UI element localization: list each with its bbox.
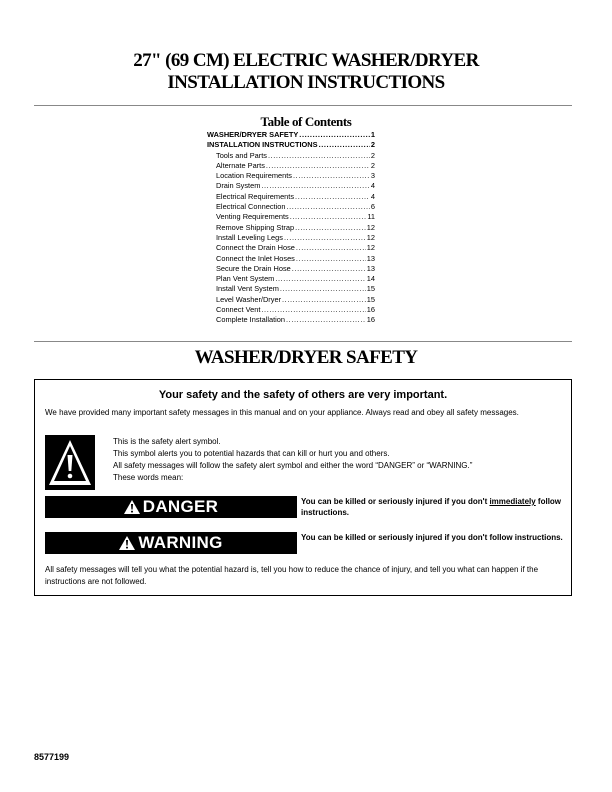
toc-leader-dots [290,212,367,222]
toc-entry-label: Venting Requirements [216,212,289,222]
toc-entry-label: INSTALLATION INSTRUCTIONS [207,140,318,150]
danger-signal-label [45,496,297,518]
toc-leader-dots [286,315,366,325]
toc-leader-dots [275,274,365,284]
toc-title: Table of Contents [260,114,352,129]
toc-leader-dots [266,161,370,171]
toc-entry-label: Remove Shipping Strap [216,222,295,232]
toc-entry-label: Alternate Parts [216,160,265,170]
toc-entry [207,181,375,191]
toc-entry-page: 13 [366,263,375,273]
toc-leader-dots [268,151,370,161]
toc-entry [207,140,375,150]
toc-entry-page: 3 [370,171,375,181]
toc-entry-page: 15 [366,284,375,294]
toc-entry [207,223,375,233]
toc-entry-label: Secure the Drain Hose [216,263,291,273]
toc-entry-label: Connect the Drain Hose [216,243,295,253]
toc-entry [207,233,375,243]
toc-leader-dots [261,181,370,191]
section-divider [34,341,572,342]
toc-entry [207,254,375,264]
toc-entry [207,130,375,140]
toc-entry [207,284,375,294]
toc-entry-page: 2 [370,160,375,170]
toc-entry-page: 14 [366,274,375,284]
toc-entry-label: Tools and Parts [216,150,267,160]
toc-leader-dots [282,295,366,305]
safety-section-title: WASHER/DRYER SAFETY [194,347,418,368]
toc-leader-dots [286,202,369,212]
danger-description: You can be killed or seriously injured if you don't immediately follow instructions. [301,497,562,517]
toc-entry-label: Complete Installation [216,315,286,325]
toc-entry [207,274,375,284]
toc-entry [207,202,375,212]
document-number: 8577199 [34,752,70,762]
toc-entry-label: Level Washer/Dryer [216,294,282,304]
document-title [0,50,612,94]
symbol-line: This symbol alerts you to potential hazards that can kill or hurt you and others. [113,449,390,458]
toc-entry-label: Connect Vent [216,305,261,315]
toc-entry-label: Install Vent System [216,284,279,294]
toc-entry [207,171,375,181]
toc-entry-page: 16 [366,305,375,315]
toc-leader-dots [280,284,366,294]
toc-entry-label: WASHER/DRYER SAFETY [207,130,299,139]
toc-leader-dots [299,130,370,140]
toc-leader-dots [319,140,370,150]
emphasis-word: immediately [489,497,536,506]
toc-leader-dots [292,264,366,274]
warning-signal-label [45,532,297,554]
toc-entry-page: 2 [370,140,375,150]
danger-alert-icon [124,500,140,514]
toc-entry-page: 4 [370,191,375,201]
toc-entry-label: Plan Vent System [216,274,275,284]
symbol-line: These words mean: [113,473,184,482]
toc-leader-dots [296,254,366,264]
danger-label: DANGER [142,497,219,516]
toc-leader-dots [284,233,366,243]
toc-entry-page: 12 [366,222,375,232]
toc-entry [207,295,375,305]
toc-entry [207,243,375,253]
toc-entry-page: 15 [366,294,375,304]
toc-leader-dots [295,192,370,202]
toc-entry-page: 4 [370,181,375,191]
toc-entry-label: Electrical Requirements [216,191,295,201]
toc-leader-dots [261,305,365,315]
warning-label: WARNING [138,533,223,552]
toc-entry [207,212,375,222]
toc-entry-label: Location Requirements [216,171,293,181]
title-line-2: INSTALLATION INSTRUCTIONS [167,72,445,93]
title-line-1: 27" (69 CM) ELECTRIC WASHER/DRYER [133,50,479,71]
toc-leader-dots [293,171,370,181]
toc-leader-dots [296,243,366,253]
safety-heading: Your safety and the safety of others are very important. [158,389,448,401]
toc-leader-dots [295,223,366,233]
toc-entry [207,151,375,161]
toc-entry-page: 12 [366,243,375,253]
toc-entry-page: 13 [366,253,375,263]
toc-entry [207,315,375,325]
toc-entry-page: 16 [366,315,375,325]
warning-description: You can be killed or seriously injured if you don't follow instructions. [301,533,563,542]
safety-box [34,379,572,596]
toc-entry [207,264,375,274]
safety-outro: All safety messages will tell you what the potential hazard is, tell you how to reduce the chance of injury, and tell you what can happen if the instructions are not followed. [45,565,539,586]
toc-entry-label: Electrical Connection [216,202,286,212]
title-divider [34,105,572,106]
warning-alert-icon [119,536,135,550]
symbol-line: All safety messages will follow the safety alert symbol and either the word “DANGER” or “WARNING.” [113,461,473,470]
table-of-contents [207,130,375,326]
toc-entry-page: 6 [370,202,375,212]
toc-entry-label: Drain System [216,181,261,191]
symbol-explanation [113,436,553,484]
symbol-line: This is the safety alert symbol. [113,437,221,446]
toc-entry-page: 11 [367,212,375,222]
toc-entry-label: Connect the Inlet Hoses [216,253,295,263]
toc-entry-label: Install Leveling Legs [216,232,283,242]
toc-entry-page: 2 [370,150,375,160]
safety-alert-triangle-icon [45,435,95,490]
toc-entry [207,305,375,315]
safety-intro: We have provided many important safety messages in this manual and on your appliance. Always read and obey all safety messages. [45,408,519,417]
toc-entry [207,192,375,202]
toc-entry [207,161,375,171]
toc-entry-page: 12 [366,232,375,242]
toc-entry-page: 1 [370,130,375,139]
